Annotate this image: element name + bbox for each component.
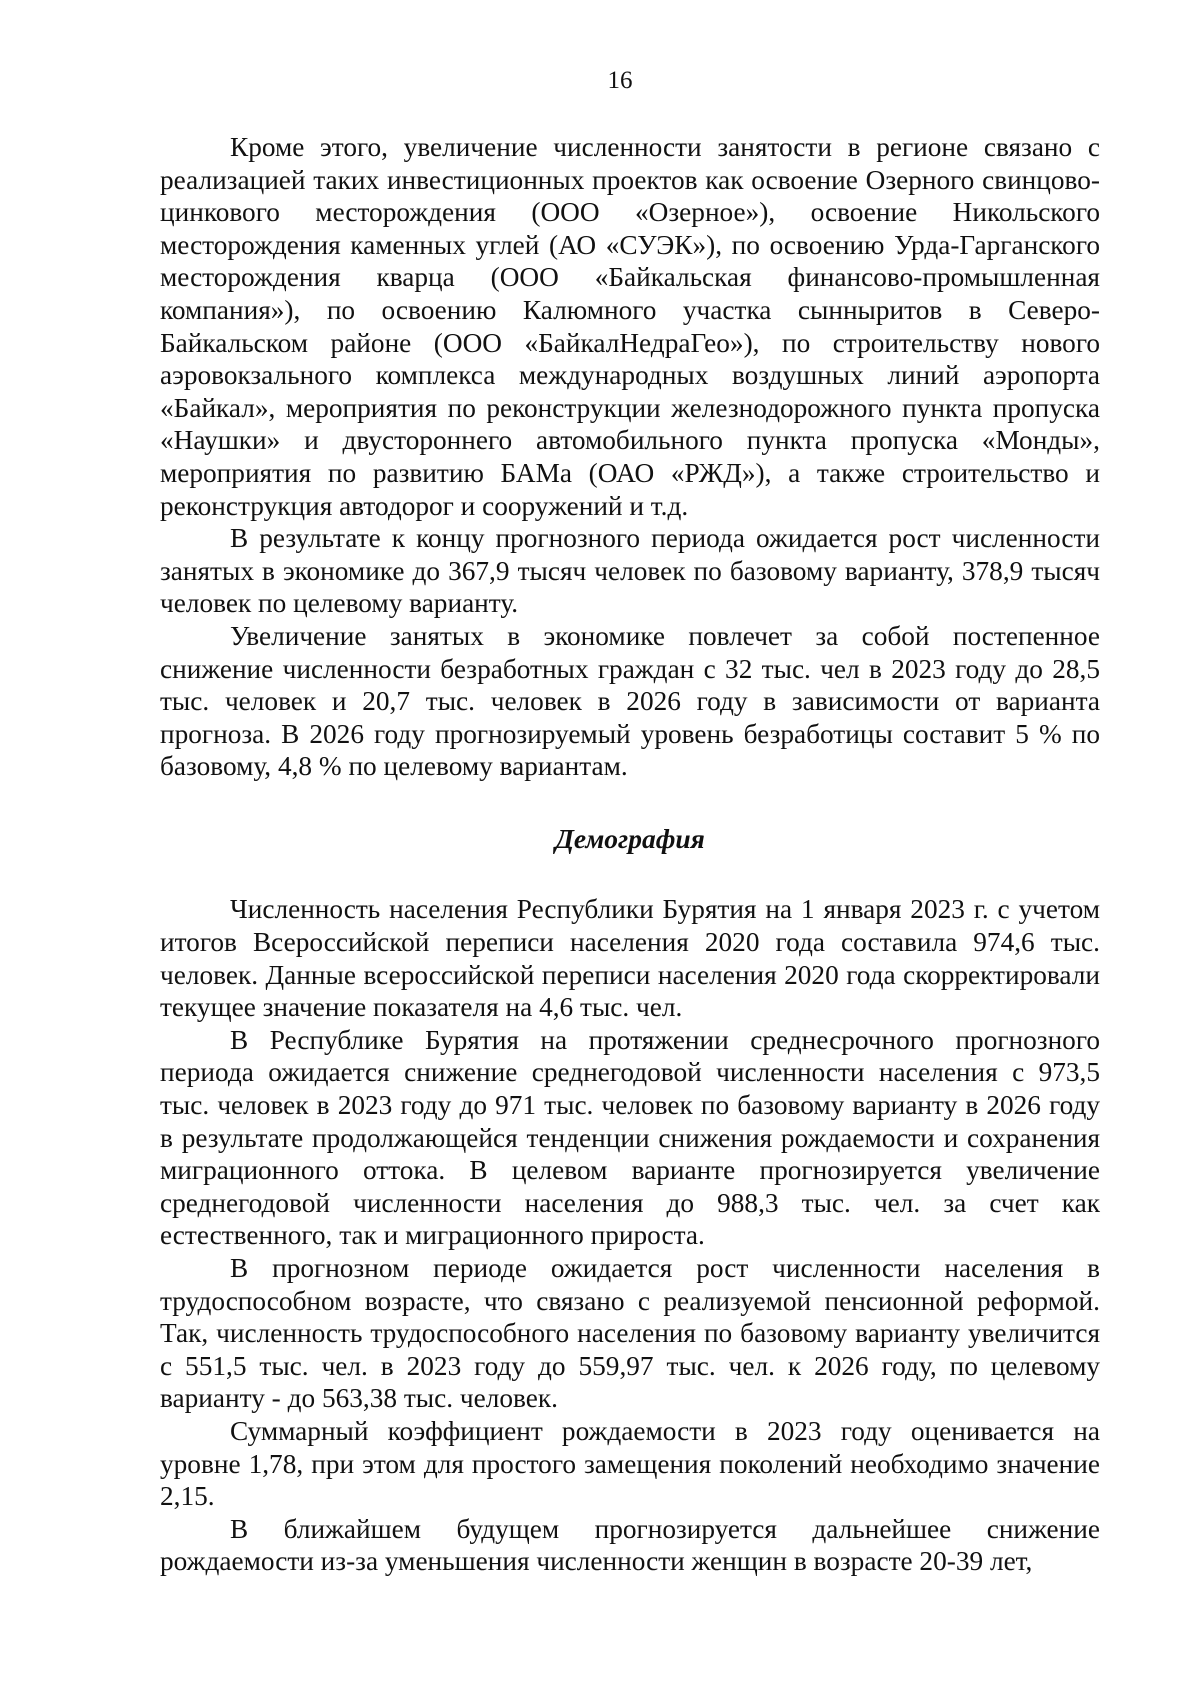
paragraph: В результате к концу прогнозного периода ожидается рост численности занятых в экономике до 367,9 тысяч человек по базовому варианту, 378,9 тысяч человек по целевому варианту. xyxy=(160,523,1100,619)
page-body xyxy=(160,131,1100,1578)
page-number: 16 xyxy=(607,67,633,94)
paragraph: Суммарный коэффициент рождаемости в 2023 году оценивается на уровне 1,78, при этом для простого замещения поколений необходимо значение 2,15. xyxy=(160,1415,1100,1512)
section-heading: Демография xyxy=(555,822,705,854)
paragraph: В прогнозном периоде ожидается рост численности населения в трудоспособном возрасте, что связано с реализуемой пенсионной реформой. Так, численность трудоспособного населения по базовому варианту увеличится с 551,5 тыс. чел. в 2023 году до 559,97 тыс. чел. к 2026 году, по целевому варианту - до 563,38 тыс. человек. xyxy=(160,1253,1100,1414)
paragraph: В ближайшем будущем прогнозируется дальнейшее снижение рождаемости из-за уменьшения численности женщин в возрасте 20-39 лет, xyxy=(160,1513,1100,1577)
paragraph: Численность населения Республики Бурятия на 1 января 2023 г. с учетом итогов Всероссийской переписи населения 2020 года составила 974,6 тыс. человек. Данные всероссийской переписи населения 2020 года скорректировали текущее значение показателя на 4,6 тыс. чел. xyxy=(160,894,1100,1023)
paragraph: Увеличение занятых в экономике повлечет за собой постепенное снижение численности безработных граждан с 32 тыс. чел в 2023 году до 28,5 тыс. человек и 20,7 тыс. человек в 2026 году в зависимости от варианта прогноза. В 2026 году прогнозируемый уровень безработицы составит 5 % по базовому, 4,8 % по целевому вариантам. xyxy=(160,620,1100,782)
paragraph: Кроме этого, увеличение численности занятости в регионе связано с реализацией таких инвестиционных проектов как освоение Озерного свинцово-цинкового месторождения (ООО «Озерное»), освоение Никольского месторождения каменных углей (АО «СУЭК»), по освоению Урда-Гарганского месторождения кварца (ООО «Байкальская финансово-промышленная компания»), по освоению Калюмного участка сынныритов в Северо-Байкальском районе (ООО «БайкалНедраГео»), по строительству нового аэровокзального комплекса международных воздушных линий аэропорта «Байкал», мероприятия по реконструкции железнодорожного пункта пропуска «Наушки» и двустороннего автомобильного пункта пропуска «Монды», мероприятия по развитию БАМа (ОАО «РЖД»), а также строительство и реконструкция автодорог и сооружений и т.д. xyxy=(160,132,1100,521)
paragraph: В Республике Бурятия на протяжении среднесрочного прогнозного периода ожидается снижение среднегодовой численности населения с 973,5 тыс. человек в 2023 году до 971 тыс. человек по базовому варианту в 2026 году в результате продолжающейся тенденции снижения рождаемости и сохранения миграционного оттока. В целевом варианте прогнозируется увеличение среднегодовой численности населения до 988,3 тыс. чел. за счет как естественного, так и миграционного прироста. xyxy=(160,1024,1100,1251)
